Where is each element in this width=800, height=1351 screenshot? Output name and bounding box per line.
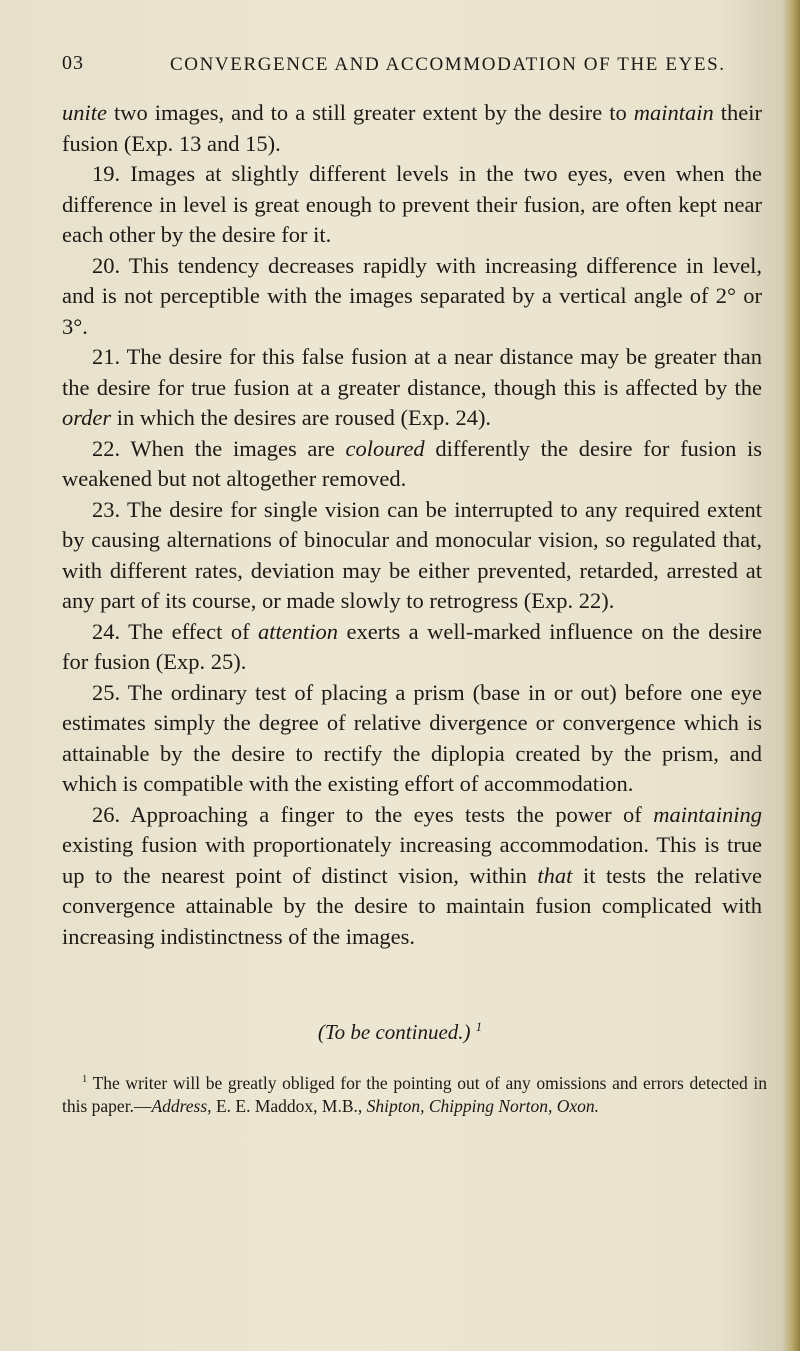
running-header [62,52,762,82]
text-segment: exerts a well-marked influence on the desire for fusion (Exp. 25). [62,618,763,674]
paragraph [62,159,762,251]
footnote-italic-text: Address, [151,1095,212,1116]
italic-text: that [537,862,573,888]
page-edge-shadow [782,0,800,1351]
footnote-text: The writer will be greatly obliged for the pointing out of any omissions and errors detected in this paper.— [62,1072,767,1116]
text-segment: This tendency decreases rapidly with increasing difference in level, and is not perceptible with the images separated by a vertical angle of 2° or 3°. [62,252,763,339]
footnote-marker: 1 [82,1074,88,1085]
text-segment: The ordinary test of placing a prism (base in or out) before one eye estimates simply the degree of relative divergence or convergence which is attainable by the desire to rectify the diplopia created by the prism, and which is compatible with the existing effort of accommodation. [62,679,762,796]
text-segment: existing fusion with proportionately increasing accommodation. This is true up to the nearest point of distinct vision, within [62,832,762,888]
paragraph-number: 23. [92,496,121,522]
paragraph-number: 24. [92,618,121,644]
paragraph [62,617,762,678]
text-segment: When the images are [130,435,346,461]
paragraph-number: 21. [92,344,121,369]
footnote-italic-text: Shipton, Chipping Norton, Oxon. [366,1095,600,1116]
paragraph-number: 26. [92,801,121,827]
paragraph [62,678,762,800]
paragraph-number: 19. [92,161,121,186]
paragraph [62,434,762,495]
text-segment: differently the desire for fusion is weakened but not altogether removed. [62,435,762,491]
paragraph-number: 20. [92,252,121,278]
text-segment: The desire for single vision can be interrupted to any required extent by causing alternations of binocular and monocular vision, so regulated that, with different rates, deviation may be either prevented, retarded, arrested at any part of its course, or made slowly to retrogress (Exp. 22). [62,496,762,613]
paragraph [62,800,762,953]
text-segment: their fusion (Exp. 13 and 15). [62,100,763,156]
body-text [62,98,762,952]
text-segment: Approaching a finger to the eyes tests the power of [130,801,654,827]
text-segment: The effect of [128,618,259,644]
text-segment: The desire for this false fusion at a near distance may be greater than the desire for true fusion at a greater distance, though this is affected by the [62,344,763,400]
text-segment: it tests the relative convergence attainable by the desire to maintain fusion complicated with increasing indistinctness of the images. [62,862,763,949]
text-segment: two images, and to a still greater extent by the desire to [107,100,634,125]
text-segment: in which the desires are roused (Exp. 24). [111,405,492,430]
italic-text: maintaining [653,801,763,827]
footnote-text: E. E. Maddox, M.B., [211,1095,367,1116]
paragraph [62,98,762,159]
paragraph [62,251,762,343]
footnote [62,1068,767,1118]
paragraph [62,495,762,617]
italic-text: coloured [345,435,425,461]
text-segment: Images at slightly different levels in the two eyes, even when the difference in level is great enough to prevent their fusion, are often kept near each other by the desire for it. [62,161,763,247]
italic-text: order [62,405,112,430]
continued-note [0,1020,800,1045]
italic-text: unite [62,100,107,125]
continued-text: (To be continued.) [317,1020,471,1044]
paragraph-number: 22. [92,435,121,461]
italic-text: maintain [633,100,714,125]
page-number: 03 [62,52,84,74]
footnote-reference: 1 [475,1020,483,1034]
paragraph-number: 25. [92,679,121,705]
italic-text: attention [258,618,339,644]
paragraph [62,342,762,434]
running-title: CONVERGENCE AND ACCOMMODATION OF THE EYES. [170,54,726,75]
